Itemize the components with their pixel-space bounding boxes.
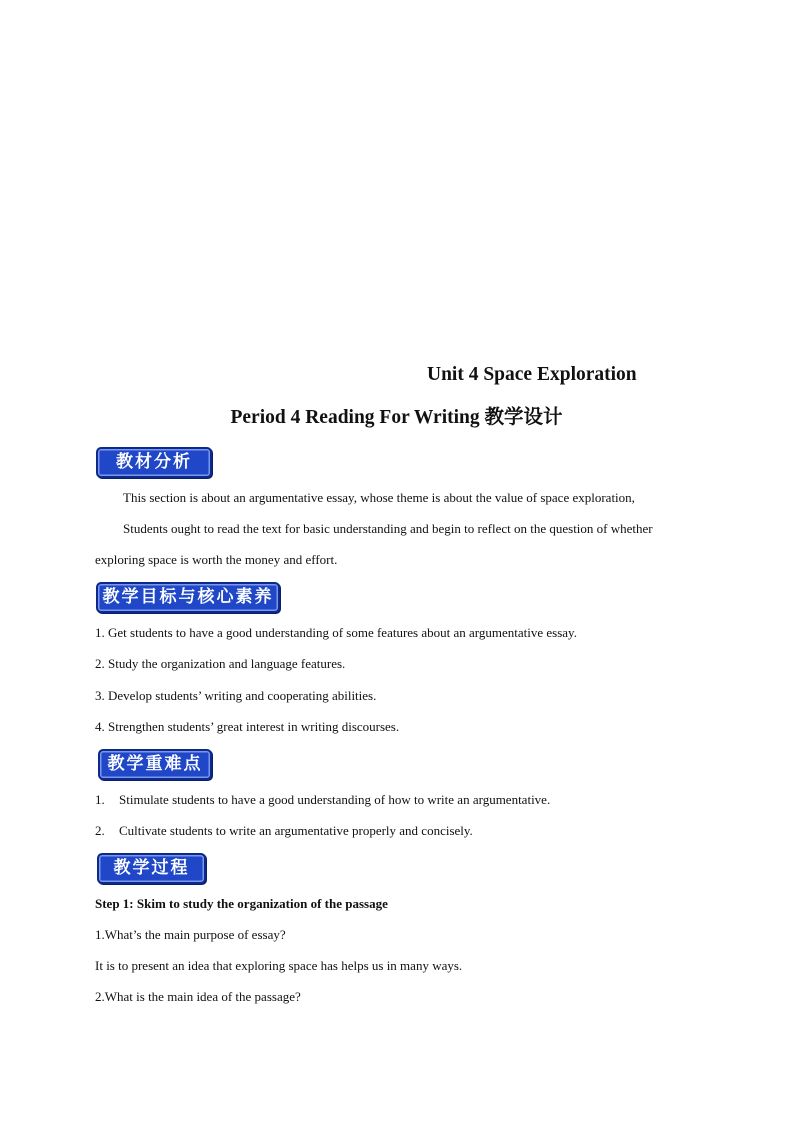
process-line-3: 2.What is the main idea of the passage? <box>95 989 301 1004</box>
analysis-line-3: exploring space is worth the money and effort. <box>95 552 338 567</box>
key-point-number-1: 1. <box>95 792 105 807</box>
section-badge-key-points: 教学重难点 <box>98 749 212 780</box>
analysis-line-1: This section is about an argumentative essay, whose theme is about the value of space exploration, <box>123 490 635 505</box>
analysis-line-2: Students ought to read the text for basic understanding and begin to reflect on the question of whether <box>123 521 653 536</box>
objective-item-1: 1. Get students to have a good understanding of some features about an argumentative essay. <box>95 625 577 640</box>
key-point-text-2: Cultivate students to write an argumentative properly and concisely. <box>119 823 473 838</box>
step-1-heading: Step 1: Skim to study the organization of the passage <box>95 896 388 911</box>
period-title: Period 4 Reading For Writing 教学设计 <box>230 407 563 428</box>
objective-item-3: 3. Develop students’ writing and cooperating abilities. <box>95 688 377 703</box>
objective-item-4: 4. Strengthen students’ great interest in writing discourses. <box>95 719 400 734</box>
process-line-2: It is to present an idea that exploring space has helps us in many ways. <box>95 958 463 973</box>
section-badge-analysis: 教材分析 <box>96 447 212 478</box>
process-line-1: 1.What’s the main purpose of essay? <box>95 927 286 942</box>
unit-title: Unit 4 Space Exploration <box>427 364 637 385</box>
objective-item-2: 2. Study the organization and language features. <box>95 656 346 671</box>
section-badge-process: 教学过程 <box>97 853 206 884</box>
section-badge-objectives: 教学目标与核心素养 <box>96 582 280 613</box>
key-point-number-2: 2. <box>95 823 105 838</box>
key-point-text-1: Stimulate students to have a good understanding of how to write an argumentative. <box>119 792 551 807</box>
